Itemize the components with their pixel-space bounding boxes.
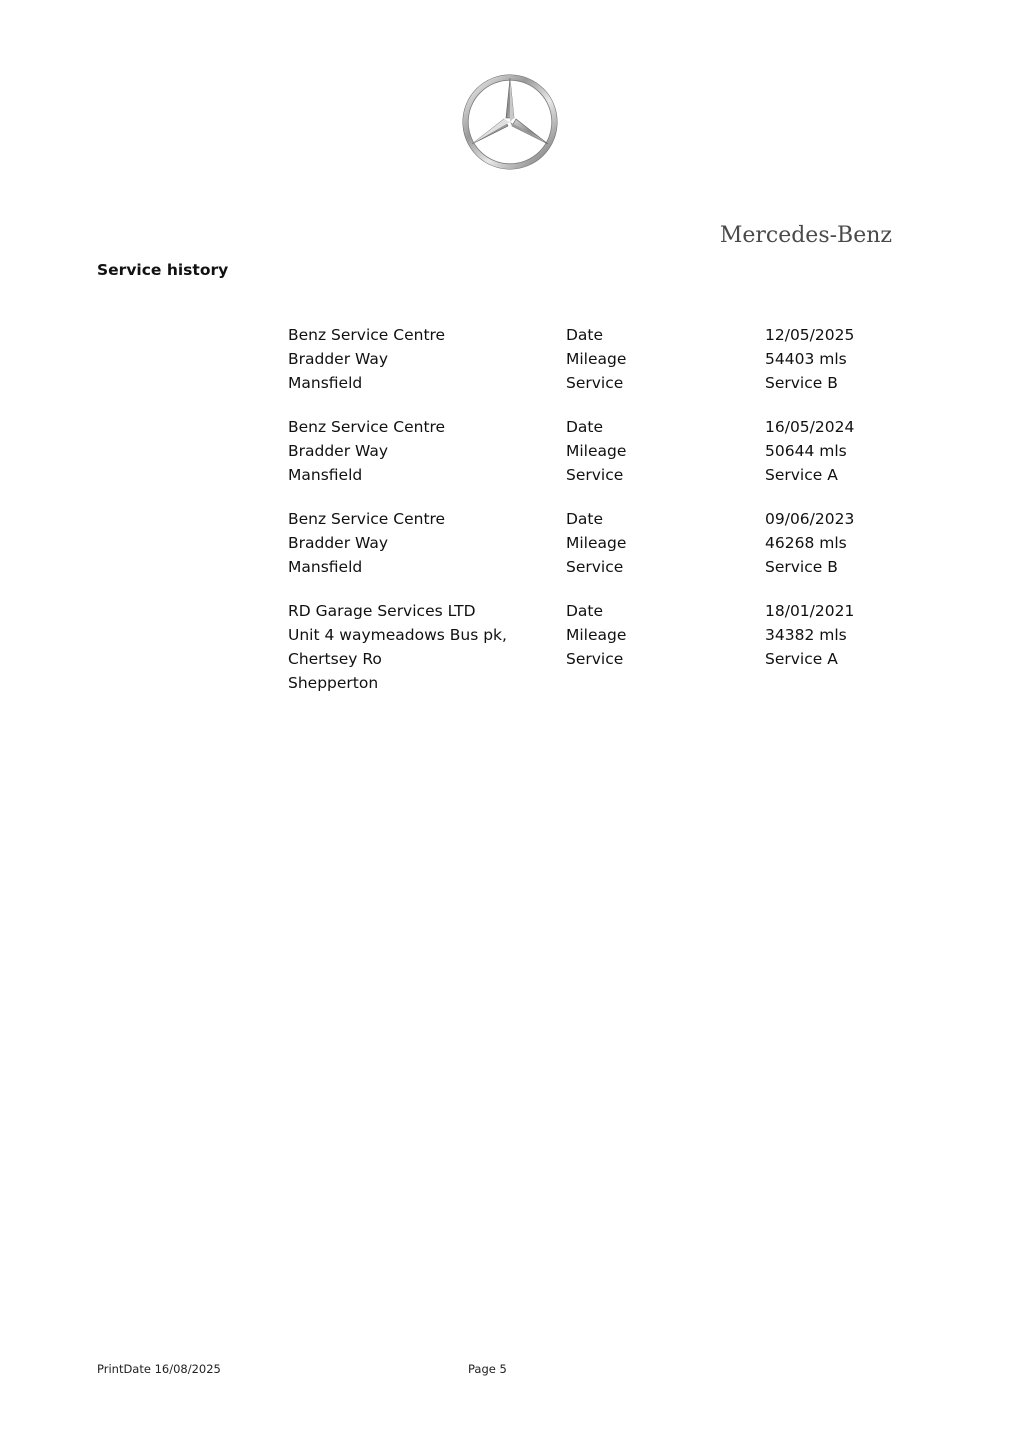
date-value: 09/06/2023 xyxy=(765,510,855,528)
service-value: Service B xyxy=(765,558,838,576)
service-label: Service xyxy=(566,374,624,392)
service-value: Service A xyxy=(765,466,838,484)
address-line: Shepperton xyxy=(288,674,379,692)
date-label: Date xyxy=(566,326,604,344)
mileage-label: Mileage xyxy=(566,350,627,368)
service-history-list xyxy=(288,323,928,715)
address-line: Bradder Way xyxy=(288,534,389,552)
service-record xyxy=(288,599,928,695)
address-line: Bradder Way xyxy=(288,350,389,368)
service-label: Service xyxy=(566,650,624,668)
address-line: Bradder Way xyxy=(288,442,389,460)
brand-name: Mercedes-Benz xyxy=(719,223,892,248)
mileage-value: 46268 mls xyxy=(765,534,847,552)
address-line: Chertsey Ro xyxy=(288,650,382,668)
date-label: Date xyxy=(566,602,604,620)
mileage-label: Mileage xyxy=(566,534,627,552)
address-line: Mansfield xyxy=(288,466,363,484)
date-label: Date xyxy=(566,418,604,436)
date-value: 18/01/2021 xyxy=(765,602,855,620)
mileage-value: 54403 mls xyxy=(765,350,847,368)
service-record xyxy=(288,323,928,395)
address-line: Benz Service Centre xyxy=(288,326,446,344)
date-label: Date xyxy=(566,510,604,528)
service-record xyxy=(288,415,928,487)
address-line: Benz Service Centre xyxy=(288,510,446,528)
address-line: Mansfield xyxy=(288,558,363,576)
mileage-value: 34382 mls xyxy=(765,626,847,644)
date-value: 12/05/2025 xyxy=(765,326,855,344)
mercedes-star-icon xyxy=(459,71,561,173)
section-title: Service history xyxy=(97,261,229,279)
service-value: Service B xyxy=(765,374,838,392)
mileage-value: 50644 mls xyxy=(765,442,847,460)
address-line: RD Garage Services LTD xyxy=(288,602,476,620)
service-label: Service xyxy=(566,466,624,484)
mileage-label: Mileage xyxy=(566,626,627,644)
service-record xyxy=(288,507,928,579)
service-label: Service xyxy=(566,558,624,576)
date-value: 16/05/2024 xyxy=(765,418,855,436)
address-line: Benz Service Centre xyxy=(288,418,446,436)
service-value: Service A xyxy=(765,650,838,668)
page-number: Page 5 xyxy=(468,1362,507,1376)
address-line: Unit 4 waymeadows Bus pk, xyxy=(288,626,507,644)
mileage-label: Mileage xyxy=(566,442,627,460)
print-date: PrintDate 16/08/2025 xyxy=(97,1362,221,1376)
address-line: Mansfield xyxy=(288,374,363,392)
